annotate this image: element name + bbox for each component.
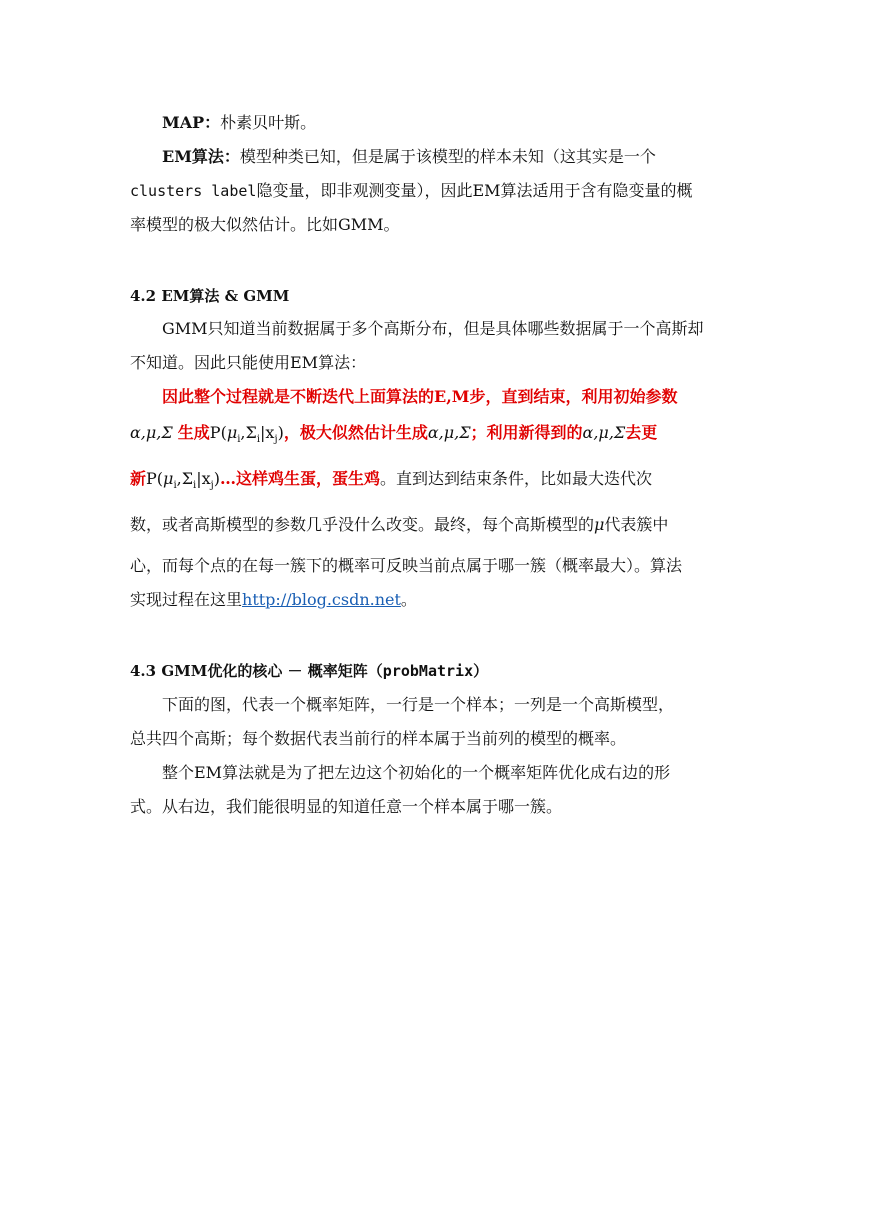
em-line-2	[130, 174, 740, 208]
p-open: P(	[209, 423, 227, 442]
sec43-line-3: 整个EM算法就是为了把左边这个初始化的一个概率矩阵优化成右边的形	[162, 763, 671, 782]
sec43-heading-end: ）	[473, 662, 489, 680]
red-5-post: …这样鸡生蛋，蛋生鸡	[220, 469, 381, 488]
sec42-line-5	[130, 462, 740, 503]
section-4-2-heading: 4.2 EM算法 & GMM	[130, 287, 290, 305]
sec43-line-1: 下面的图，代表一个概率矩阵，一行是一个样本；一列是一个高斯模型，	[162, 695, 675, 714]
sec42-line-2: 不知道。因此只能使用EM算法：	[130, 353, 367, 372]
em-text-1: 模型种类已知，但是属于该模型的样本未知（这其实是一个	[239, 147, 656, 166]
section-4-3-heading	[130, 654, 740, 688]
sec42-line-7: 心，而每个点的在每一簇下的概率可反映当前点属于哪一簇（概率最大）。算法	[130, 556, 683, 575]
sec43-line-2: 总共四个高斯；每个数据代表当前行的样本属于当前列的模型的概率。	[130, 729, 627, 748]
mu-i-2: μ	[163, 469, 174, 488]
sec43-heading-mono: probMatrix	[382, 662, 474, 680]
map-label: MAP：	[162, 113, 221, 132]
red-2: ，极大似然估计生成	[283, 423, 428, 442]
p-close-2: )	[213, 469, 221, 488]
mu-i: μ	[226, 423, 238, 442]
p-close: )	[277, 423, 284, 442]
red-3: ；利用新得到的	[470, 423, 583, 442]
line6b: 代表簇中	[604, 515, 669, 534]
line6a: 数，或者高斯模型的参数几乎没什么改变。最终，每个高斯模型的	[130, 515, 595, 534]
blog-link[interactable]: http://blog.csdn.net	[242, 590, 401, 609]
em-clusters: clusters label	[130, 182, 257, 200]
em-text-2: 隐变量，即非观测变量），因此EM算法适用于含有隐变量的概	[256, 181, 693, 200]
mu-symbol: μ	[594, 515, 605, 534]
map-text: 朴素贝叶斯。	[220, 113, 317, 132]
p-open-2: P(	[146, 469, 164, 488]
sec42-line-params	[130, 416, 740, 457]
sec43-line-4: 式。从右边，我们能很明显的知道任意一个样本属于哪一簇。	[130, 797, 563, 816]
sub-i-4: i	[193, 480, 197, 492]
red-5-pre: 新	[130, 469, 147, 488]
sub-j-2: j	[210, 480, 214, 492]
line8-post: 。	[400, 590, 417, 609]
sec42-line-1: GMM只知道当前数据属于多个高斯分布，但是具体哪些数据属于一个高斯却	[162, 319, 704, 338]
red-4: 去更	[625, 423, 658, 442]
params-3: α,μ,Σ	[582, 423, 626, 442]
sub-i-2: i	[256, 434, 261, 446]
gen-text: 生成	[177, 423, 210, 442]
sec42-line-6	[130, 508, 740, 542]
sec42-line-8	[130, 583, 740, 617]
bar-x: |x	[260, 423, 275, 442]
sub-i: i	[237, 434, 241, 446]
black-5: 。直到达到结束条件，比如最大迭代次	[380, 469, 653, 488]
sigma-i: ,Σ	[240, 423, 257, 442]
sub-i-3: i	[173, 480, 177, 492]
em-label: EM算法：	[162, 147, 240, 166]
em-line-1	[130, 140, 740, 174]
sub-j: j	[274, 434, 278, 446]
map-line	[130, 106, 740, 140]
sigma-i-2: ,Σ	[176, 469, 194, 488]
params-1: α,μ,Σ	[130, 423, 173, 442]
sec42-red-line-1: 因此整个过程就是不断迭代上面算法的E,M步，直到结束，利用初始参数	[162, 387, 678, 406]
sec43-heading-text: 4.3 GMM优化的核心 － 概率矩阵（	[130, 662, 383, 680]
bar-x-2: |x	[196, 469, 211, 488]
params-2: α,μ,Σ	[427, 423, 471, 442]
line8-pre: 实现过程在这里	[130, 590, 243, 609]
em-line-3: 率模型的极大似然估计。比如GMM。	[130, 215, 400, 234]
